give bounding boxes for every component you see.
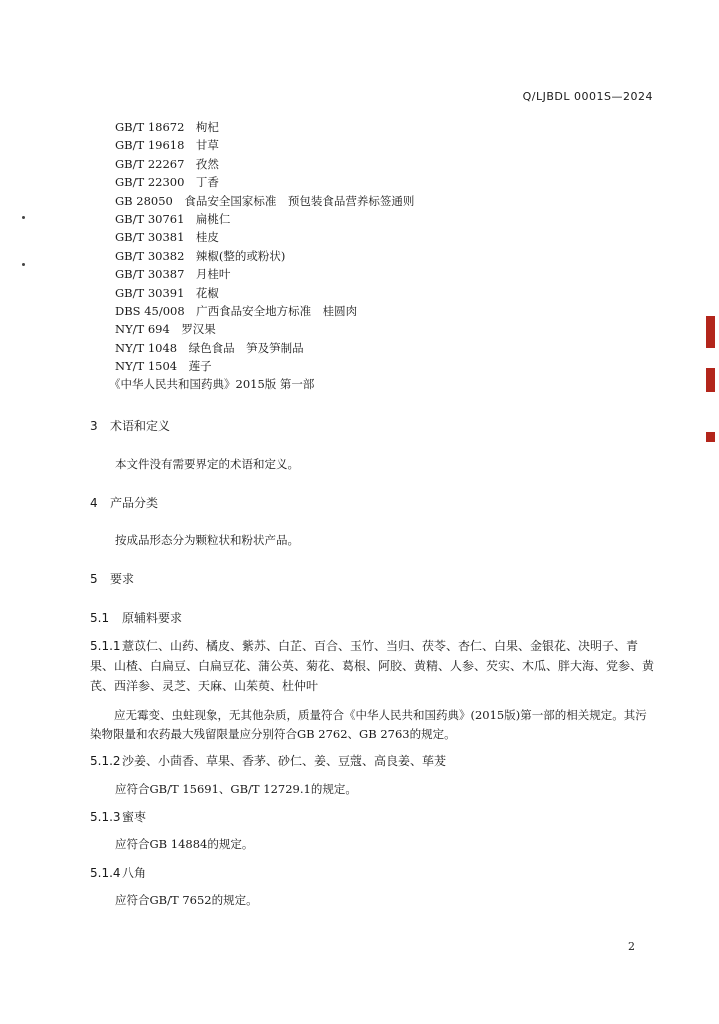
section-3-body: 本文件没有需要界定的术语和定义。: [115, 457, 299, 471]
reference-item: GB/T 18672 枸杞: [115, 120, 219, 134]
reference-item: GB/T 30387 月桂叶: [115, 267, 231, 282]
section-5-1-3-heading: 5.1.3蜜枣: [90, 810, 147, 824]
edge-stamp-mark: [706, 316, 715, 348]
reference-item: GB/T 30761 扁桃仁: [115, 211, 231, 226]
reference-item: GB/T 22300 丁香: [115, 175, 219, 190]
reference-item: GB/T 30381 桂皮: [115, 230, 219, 245]
scan-speck: [22, 263, 25, 266]
reference-item: GB/T 30382 辣椒(整的或粉状): [115, 248, 286, 263]
reference-item: NY/T 694 罗汉果: [115, 322, 216, 337]
reference-item: GB/T 22267 孜然: [115, 156, 219, 171]
section-5-1-4-body: 应符合GB/T 7652的规定。: [115, 893, 258, 907]
section-3-heading: 3 术语和定义: [90, 419, 171, 433]
section-5-1-3-body: 应符合GB 14884的规定。: [115, 837, 254, 851]
section-5-1-2-heading: 5.1.2沙姜、小茴香、草果、香茅、砂仁、姜、豆蔻、高良姜、荜茇: [90, 754, 447, 768]
reference-list: [109, 118, 415, 394]
section-4-heading: 4 产品分类: [90, 496, 159, 510]
reference-item: DBS 45/008 广西食品安全地方标准 桂圆肉: [115, 303, 358, 318]
section-5-1-1-body: 应无霉变、虫蛀现象，无其他杂质，质量符合《中华人民共和国药典》(2015版)第一部的相关规定。其污染物限量和农药最大残留限量应分别符合GB 2762、GB 2763的规定。: [90, 708, 647, 741]
section-4-body: 按成品形态分为颗粒状和粉状产品。: [115, 533, 299, 547]
section-5-1-4-heading: 5.1.4八角: [90, 866, 147, 880]
reference-item: GB/T 30391 花椒: [115, 285, 219, 300]
edge-stamp-mark: [706, 368, 715, 392]
section-5-1-2-body: 应符合GB/T 15691、GB/T 12729.1的规定。: [115, 782, 357, 796]
reference-item: NY/T 1504 莲子: [115, 359, 212, 374]
reference-item-pharmacopoeia: 《中华人民共和国药典》2015版 第一部: [109, 377, 315, 392]
section-5-1-1-heading: 5.1.1薏苡仁、山药、橘皮、紫苏、白芷、百合、玉竹、当归、茯苓、杏仁、白果、金银花、决明子、青果、山楂、白扁豆、白扁豆花、蒲公英、菊花、葛根、阿胶、黄精、人参、芡实、木瓜、胖大海、党参、黄芪、西洋参、灵芝、天麻、山茱萸、杜仲叶: [90, 639, 655, 693]
edge-stamp-mark: [706, 432, 715, 442]
section-5-heading: 5 要求: [90, 572, 135, 586]
scan-speck: [22, 216, 25, 219]
section-5-1-heading: 5.1 原辅料要求: [90, 611, 183, 625]
reference-item: NY/T 1048 绿色食品 笋及笋制品: [115, 340, 304, 355]
page-number: 2: [628, 940, 635, 953]
reference-item: GB 28050 食品安全国家标准 预包装食品营养标签通则: [115, 193, 415, 208]
document-code: Q/LJBDL 0001S—2024: [522, 90, 653, 103]
reference-item: GB/T 19618 甘草: [115, 138, 219, 153]
